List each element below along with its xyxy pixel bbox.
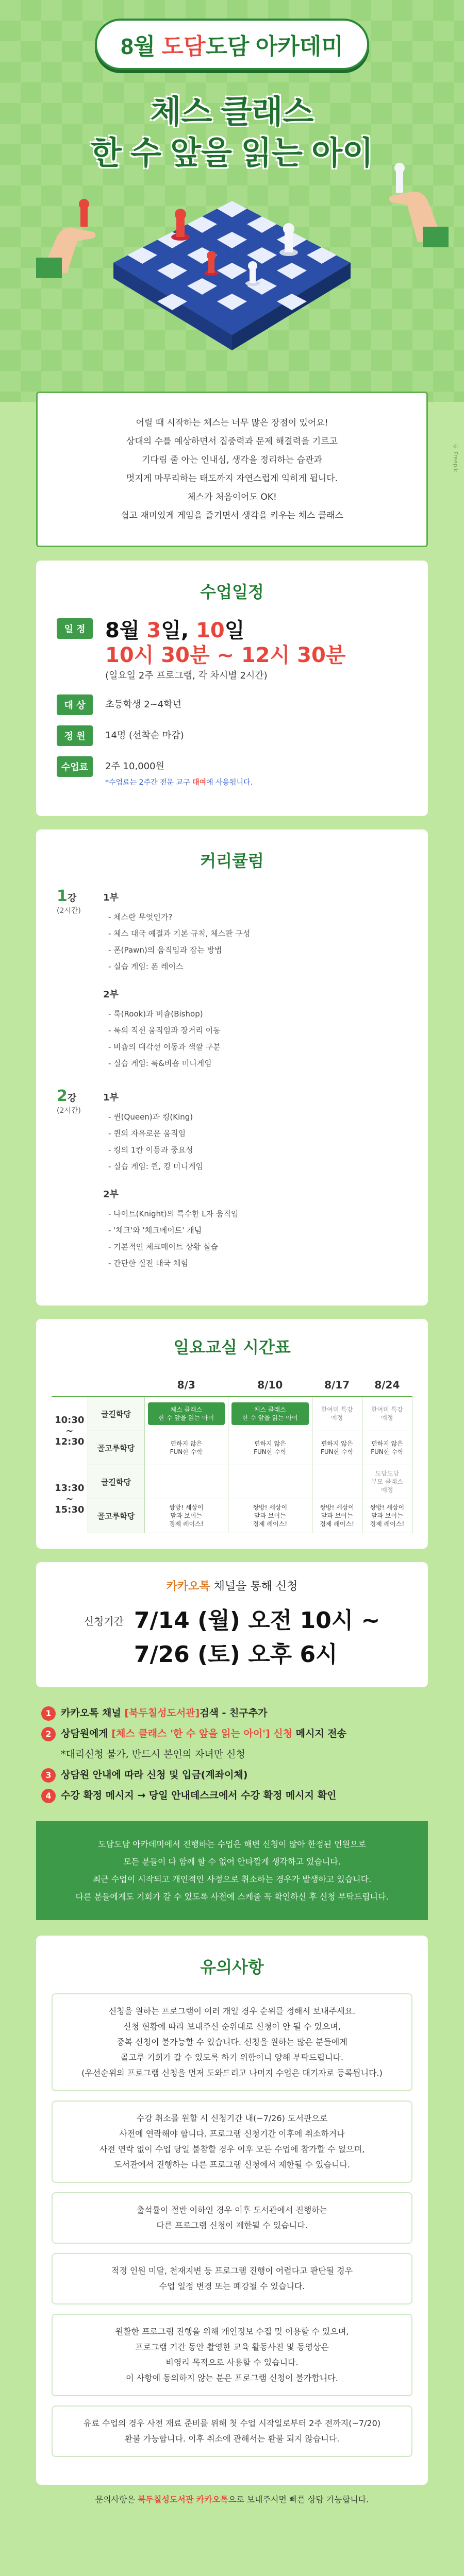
- apply-step: [41, 1785, 423, 1806]
- timetable-school: 글길학당: [88, 1397, 144, 1431]
- fee-note: *수업료는 2주간 전문 교구 대여에 사용됩니다.: [105, 778, 253, 787]
- intro-line: 체스가 처음이어도 OK!: [187, 492, 277, 502]
- timetable-cell-text: 편하지 않은 FUN한 수학: [170, 1440, 203, 1455]
- target-row: [57, 694, 407, 715]
- period-label: 신청기간: [84, 1615, 124, 1628]
- timetable-cell: [312, 1397, 362, 1431]
- curriculum-item: - 킹의 1칸 이동과 중요성: [108, 1145, 193, 1155]
- timetable-cell-text: 쌍방! 세상이 말과 보이는 경제 레이스!: [169, 1504, 204, 1528]
- banner-suffix: 아카데미: [255, 34, 343, 59]
- caution-line: 도서관에서 진행하는 다른 프로그램 신청에서 제한될 수 있습니다.: [113, 2159, 350, 2170]
- step-highlight: [체스 클래스 '한 수 앞을 읽는 아이'] 신청: [111, 1727, 293, 1739]
- timetable-school: 골고루학당: [88, 1431, 144, 1465]
- session-duration: (2시간): [57, 907, 81, 915]
- notice-line: 도담도담 아카데미에서 진행하는 수업은 해변 신청이 많아 한정된 인원으로: [98, 1839, 366, 1849]
- curriculum-title: 커리큘럼: [200, 851, 264, 871]
- step-number-badge: 1: [41, 1706, 56, 1721]
- curriculum-block: [57, 887, 407, 1072]
- hand-left-icon: [36, 196, 103, 278]
- fee-text: 2주 10,000원: [105, 761, 164, 772]
- session-duration: (2시간): [57, 1107, 81, 1115]
- step-text: 상담원에게: [61, 1727, 112, 1739]
- timetable-cell: [312, 1465, 362, 1499]
- timetable-time: 10:30 ~ 12:30: [55, 1415, 85, 1447]
- caution-section: [36, 1936, 428, 2485]
- step-number-badge: 2: [41, 1727, 56, 1741]
- step-text: *대리신청 불가, 반드시 본인의 자녀만 신청: [61, 1748, 245, 1760]
- hand-right-icon: [371, 155, 449, 247]
- step-text: 메시지 전송: [292, 1727, 347, 1739]
- timetable-date-header: 8/24: [362, 1374, 412, 1397]
- caution-line: 프로그램 기간 동안 촬영한 교육 활동사진 및 동영상은: [135, 2342, 329, 2352]
- fee-tag: 수업료: [57, 756, 93, 777]
- schedule-title: 수업일정: [200, 582, 264, 602]
- curriculum-item: - 간단한 실전 대국 체험: [108, 1259, 188, 1268]
- timetable-cell: [362, 1397, 412, 1431]
- target-text: 초등학생 2~4학년: [105, 699, 182, 710]
- chessboard-illustration: [103, 185, 361, 371]
- caution-line: (우선순위의 프로그램 신청을 먼저 도와드리고 나머지 수업은 대기자로 등록됩니다.): [81, 2067, 383, 2078]
- timetable-cell: [228, 1397, 312, 1431]
- caution-item: [52, 2405, 412, 2457]
- apply-period: [57, 1604, 407, 1672]
- curriculum-session: [57, 1087, 103, 1272]
- caution-title: 유의사항: [200, 1957, 264, 1977]
- timetable-date-header: 8/17: [312, 1374, 362, 1397]
- notice-line: 모든 분들이 다 함께 할 수 없어 안타깝게 생각하고 있습니다.: [123, 1856, 341, 1867]
- period-end: 7/26 (토) 오후 6시: [134, 1641, 338, 1668]
- timetable-cell: [312, 1431, 362, 1465]
- banner-accent-2: 도담: [205, 34, 250, 59]
- timetable-cell-text: 쌍방! 세상이 말과 보이는 경제 레이스!: [320, 1504, 354, 1528]
- timetable-cell-text: 체스 클래스 한 수 앞을 읽는 아이: [148, 1402, 225, 1425]
- banner-month: 8월: [121, 34, 156, 59]
- caution-line: 환불 가능합니다. 이후 취소에 관해서는 환불 되지 않습니다.: [124, 2433, 340, 2444]
- timetable-row: [52, 1397, 412, 1431]
- time-note: (일요일 2주 프로그램, 각 차시별 2시간): [105, 670, 268, 681]
- footer-contact: 문의사항은 북두칠성도서관 카카오톡으로 보내주시면 빠른 상담 가능합니다.: [95, 2494, 369, 2504]
- caution-item: [52, 2253, 412, 2304]
- target-tag: 대 상: [57, 694, 93, 715]
- caution-line: 신청 현황에 따라 보내주신 순위대로 신청이 안 될 수 있으며,: [123, 2021, 341, 2031]
- caution-line: 수업 일정 변경 또는 폐강될 수 있습니다.: [159, 2281, 305, 2291]
- timetable-cell: [228, 1499, 312, 1533]
- timetable-cell-text: 쌍방! 세상이 말과 보이는 경제 레이스!: [253, 1504, 288, 1528]
- step-text: 검색 - 친구추가: [200, 1707, 268, 1719]
- caution-line: 사전 연락 없이 수업 당일 불참할 경우 이후 모든 수업에 참가할 수 없으며,: [99, 2144, 365, 2154]
- step-text: 수강 확정 메시지 → 당일 안내데스크에서 수강 확정 메시지 확인: [61, 1789, 337, 1801]
- timetable-cell-text: 한여미 특강 예정: [371, 1406, 403, 1422]
- curriculum-block: [57, 1087, 407, 1272]
- caution-line: 다른 프로그램 신청이 제한될 수 있습니다.: [156, 2220, 308, 2230]
- part-heading: 2부: [103, 1189, 119, 1200]
- caution-line: 골고루 기회가 갈 수 있도록 하기 위함이니 양해 부탁드립니다.: [120, 2052, 344, 2062]
- intro-line: 쉽고 재미있게 게임을 즐기면서 생각을 키우는 체스 클래스: [121, 511, 343, 521]
- caution-line: 수강 취소를 원할 시 신청기간 내(~7/26) 도서관으로: [136, 2113, 328, 2123]
- curriculum-item: - 나이트(Knight)의 특수한 L자 움직임: [108, 1209, 239, 1218]
- timetable-row: [52, 1465, 412, 1499]
- timetable-row: [52, 1499, 412, 1533]
- step-number-badge: 3: [41, 1768, 56, 1783]
- timetable-time: 13:30 ~ 15:30: [55, 1482, 85, 1515]
- timetable-cell-text: 편하지 않은 FUN한 수학: [320, 1440, 354, 1455]
- curriculum-item: - 퀸의 자유로운 움직임: [108, 1129, 186, 1138]
- apply-step: [41, 1723, 423, 1744]
- date-text: 8월 3일, 10일: [105, 619, 245, 642]
- curriculum-item: - '체크'와 '체크메이트' 개념: [108, 1226, 202, 1235]
- curriculum-item: - 실습 게임: 퀸, 킹 미니게임: [108, 1162, 203, 1171]
- intro-line: 기다림 줄 아는 인내심, 생각을 정리하는 습관과: [142, 455, 322, 465]
- step-text: 카카오톡 채널: [61, 1707, 125, 1719]
- curriculum-item: - 비숍의 대각선 이동과 색깔 구분: [108, 1042, 221, 1052]
- schedule-section: [36, 561, 428, 816]
- caution-item: [52, 2192, 412, 2244]
- curriculum-item: - 체스란 무엇인가?: [108, 912, 173, 922]
- curriculum-item: - 기본적인 체크메이트 상황 실습: [108, 1242, 218, 1251]
- curriculum-parts: [103, 1087, 407, 1272]
- intro-box: [36, 392, 428, 547]
- curriculum-session: [57, 887, 103, 1072]
- part-heading: 2부: [103, 989, 119, 1000]
- apply-heading: 카카오톡 채널을 통해 신청: [166, 1580, 298, 1593]
- timetable-cell-text: 한여미 특강 예정: [321, 1406, 353, 1422]
- curriculum-item: - 체스 대국 예절과 기본 규칙, 체스판 구성: [108, 929, 251, 938]
- timetable-school: 글길학당: [88, 1465, 144, 1499]
- part-heading: 1부: [103, 1092, 119, 1103]
- timetable-cell-text: 체스 클래스 한 수 앞을 읽는 아이: [231, 1402, 309, 1425]
- caution-line: 신청을 원하는 프로그램이 여러 개일 경우 순위를 정해서 보내주세요.: [108, 2006, 356, 2016]
- timetable-cell: [362, 1431, 412, 1465]
- session-unit: 강: [67, 893, 77, 904]
- curriculum-item: - 실습 게임: 룩&비숍 미니게임: [108, 1059, 212, 1068]
- step-text: 상담원 안내에 따라 신청 및 입금(계좌이체): [61, 1769, 248, 1781]
- capacity-tag: 정 원: [57, 725, 93, 746]
- apply-step: [41, 1744, 423, 1765]
- curriculum-item: - 퀸(Queen)과 킹(King): [108, 1112, 193, 1122]
- capacity-row: [57, 725, 407, 746]
- timetable-cell: [312, 1499, 362, 1533]
- curriculum-parts: [103, 887, 407, 1072]
- timetable-row: [52, 1431, 412, 1465]
- timetable-school: 골고루학당: [88, 1499, 144, 1533]
- hero-title-line-2: 한 수 앞을 읽는 아이: [90, 135, 374, 171]
- timetable-cell-text: 쌍방! 세상이 말과 보이는 경제 레이스!: [370, 1504, 405, 1528]
- timetable-cell: [144, 1465, 228, 1499]
- fee-row: [57, 756, 407, 787]
- intro-line: 상대의 수를 예상하면서 집중력과 문제 해결력을 기르고: [126, 436, 338, 447]
- curriculum-item: - 실습 게임: 폰 레이스: [108, 962, 184, 971]
- banner-accent-1: 도담: [161, 34, 206, 59]
- timetable-cell: [228, 1431, 312, 1465]
- session-number: 1강: [57, 887, 77, 905]
- timetable-cell: [144, 1397, 228, 1431]
- apply-step: [41, 1703, 423, 1723]
- caution-line: 적정 인원 미달, 천재지변 등 프로그램 진행이 어렵다고 판단될 경우: [111, 2265, 353, 2276]
- caution-line: 이 사항에 동의하지 않는 분은 프로그램 신청이 불가합니다.: [126, 2372, 338, 2383]
- timetable-cell: [362, 1465, 412, 1499]
- timetable-section: [36, 1319, 428, 1549]
- caution-item: [52, 1993, 412, 2091]
- capacity-text: 14명 (선착순 마감): [105, 730, 184, 741]
- step-number-badge: 4: [41, 1789, 56, 1803]
- step-highlight: [북두칠성도서관]: [124, 1707, 200, 1719]
- schedule-date-row: [57, 618, 407, 684]
- notice-line: 최근 수업이 시작되고 개인적인 사정으로 취소하는 경우가 발생하고 있습니다.: [92, 1874, 372, 1884]
- apply-section: [36, 1562, 428, 1687]
- notice-box: [36, 1821, 428, 1920]
- caution-item: [52, 2100, 412, 2183]
- timetable-cell: [144, 1431, 228, 1465]
- caution-line: 중복 신청이 불가능할 수 있습니다. 신청을 원하는 많은 분들에게: [117, 2037, 347, 2047]
- curriculum-item: - 룩의 직선 움직임과 장거리 이동: [108, 1026, 221, 1035]
- date-tag: 일 정: [57, 618, 93, 639]
- caution-line: 사전에 연락해야 합니다. 프로그램 신청기간 이후에 취소하거나: [119, 2128, 345, 2139]
- period-start: 7/14 (월) 오전 10시 ~: [134, 1607, 380, 1634]
- caution-line: 출석률이 절반 이하인 경우 이후 도서관에서 진행하는: [136, 2205, 328, 2215]
- timetable-cell-text: 편하지 않은 FUN한 수학: [371, 1440, 404, 1455]
- timetable-title: 일요교실 시간표: [173, 1337, 291, 1357]
- timetable-date-header: 8/3: [144, 1374, 228, 1397]
- curriculum-section: [36, 829, 428, 1306]
- timetable-cell: [228, 1465, 312, 1499]
- hero-section: [0, 0, 464, 402]
- intro-line: 어릴 때 시작하는 체스는 너무 많은 장점이 있어요!: [136, 418, 328, 428]
- caution-item: [52, 2314, 412, 2396]
- notice-line: 다른 분들에게도 기회가 갈 수 있도록 사전에 스케줄 꼭 확인하신 후 신청 부탁드립니다.: [75, 1891, 389, 1902]
- apply-step: [41, 1765, 423, 1785]
- timetable-cell-text: 편하지 않은 FUN한 수학: [254, 1440, 287, 1455]
- timetable-date-header: 8/10: [228, 1374, 312, 1397]
- intro-line: 멋지게 마무리하는 태도까지 자연스럽게 익히게 됩니다.: [126, 473, 338, 484]
- session-number: 2강: [57, 1087, 77, 1105]
- timetable: [52, 1374, 412, 1533]
- caution-line: 원활한 프로그램 진행을 위해 개인정보 수집 및 이용할 수 있으며,: [115, 2326, 349, 2336]
- apply-steps: [36, 1703, 428, 1806]
- timetable-cell-text: 도담도담 부모 클래스 예정: [371, 1470, 403, 1494]
- watermark: © Freepik: [452, 443, 459, 472]
- timetable-cell: [362, 1499, 412, 1533]
- part-heading: 1부: [103, 892, 119, 903]
- timetable-cell: [144, 1499, 228, 1533]
- academy-banner: [95, 19, 369, 70]
- kakao-channel-link[interactable]: 북두칠성도서관 카카오톡: [138, 2494, 228, 2504]
- caution-line: 비영리 목적으로 사용할 수 있습니다.: [165, 2357, 299, 2367]
- curriculum-item: - 룩(Rook)과 비숍(Bishop): [108, 1009, 203, 1019]
- time-text: 10시 30분 ~ 12시 30분: [105, 643, 346, 667]
- hero-title-line-1: 체스 클래스: [150, 94, 314, 130]
- caution-line: 유료 수업의 경우 사전 재료 준비를 위해 첫 수업 시작일로부터 2주 전까지(~7/20): [83, 2418, 381, 2428]
- curriculum-item: - 폰(Pawn)의 움직임과 잡는 방법: [108, 945, 222, 955]
- session-unit: 강: [67, 1093, 77, 1104]
